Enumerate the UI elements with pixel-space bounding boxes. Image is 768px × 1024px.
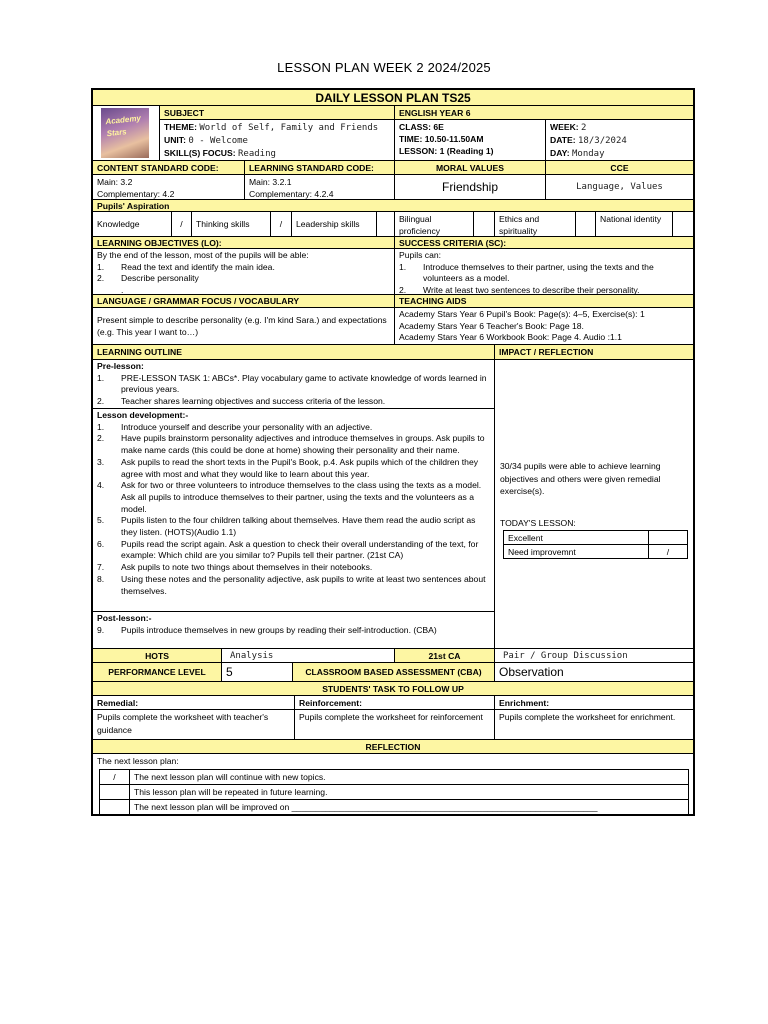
pre-lesson-cell <box>92 359 495 409</box>
date-value: 18/3/2024 <box>578 136 627 146</box>
cba-label: CLASSROOM BASED ASSESSMENT (CBA) <box>292 662 495 682</box>
cce-value: Language, Values <box>545 174 694 200</box>
unit-value: 0 - Welcome <box>188 136 248 146</box>
learning-standard-cell <box>244 174 395 200</box>
day-value: Monday <box>571 149 605 159</box>
reflection-cell <box>92 753 694 815</box>
learning-objectives-cell <box>92 248 395 295</box>
lesson-development-item: 2. Have pupils brainstorm personality adjectives and introduce themselves in groups. Ask pupils to make name cards (this could be done at home) showing their personality and their name. <box>97 433 485 456</box>
aspiration-bilingual: Bilingual proficiency <box>394 211 474 237</box>
lo-intro: By the end of the lesson, most of the pupils will be able: <box>97 250 309 260</box>
excellent-option: Excellent <box>503 530 649 545</box>
excellent-mark <box>648 530 688 545</box>
lesson-development-item: 1. Introduce yourself and describe your personality with an adjective. <box>97 421 373 432</box>
aspiration-bilingual-mark <box>473 211 495 237</box>
ca-label: 21st CA <box>394 648 495 663</box>
reflection-intro: The next lesson plan: <box>97 756 179 766</box>
ca-value: Pair / Group Discussion <box>494 648 694 663</box>
teaching-aids-cell <box>394 307 694 345</box>
remedial-label: Remedial: <box>92 695 295 710</box>
pre-lesson-item: 1. PRE-LESSON TASK 1: ABCs*. Play vocabulary game to activate knowledge of words learned in previous years. <box>97 372 487 394</box>
aspiration-ethics: Ethics and spirituality <box>494 211 576 237</box>
aspiration-leadership-mark <box>376 211 395 237</box>
class-time-lesson-cell <box>394 119 546 161</box>
theme-unit-skill-cell <box>159 119 395 161</box>
need-improvement-mark: / <box>648 544 688 559</box>
lesson-development-item: 8. Using these notes and the personality adjective, ask pupils to write at least two sentences about themselves. <box>97 573 486 596</box>
enrichment-text: Pupils complete the worksheet for enrichment. <box>494 709 694 740</box>
lesson-label: LESSON: 1 (Reading 1) <box>399 146 494 156</box>
reflection-mark <box>99 799 130 815</box>
need-improvement-option: Need improvemnt <box>503 544 649 559</box>
learning-outline-label: LEARNING OUTLINE <box>92 344 495 360</box>
cba-value: Observation <box>494 662 694 682</box>
moral-values-label: MORAL VALUES <box>394 160 546 175</box>
aspiration-national-mark <box>672 211 694 237</box>
lo-item: 2. Describe personality <box>97 273 199 283</box>
aspiration-thinking: Thinking skills <box>191 211 271 237</box>
impact-reflection-cell <box>494 359 694 649</box>
sc-item: 1. Introduce themselves to their partner, using the texts and the volunteers as a model. <box>399 261 654 283</box>
subject-label: SUBJECT <box>159 105 395 120</box>
learning-main: Main: 3.2.1 <box>249 177 292 187</box>
reflection-option-improve: The next lesson plan will be improved on ________________________________________________________________ <box>129 799 689 815</box>
reflection-option-repeat: This lesson plan will be repeated in future learning. <box>129 784 689 800</box>
lesson-development-item: 6. Pupils read the script again. Ask a question to check their overall understanding of the text, for example: Which child are you similar to? Pupils tell their partner. (21st CA) <box>97 538 479 561</box>
performance-level-value: 5 <box>221 662 293 682</box>
performance-level-label: PERFORMANCE LEVEL <box>92 662 222 682</box>
success-criteria-label: SUCCESS CRITERIA (SC): <box>394 236 694 249</box>
aspiration-thinking-mark: / <box>270 211 292 237</box>
aspiration-knowledge-mark: / <box>171 211 192 237</box>
week-date-day-cell <box>545 119 694 161</box>
sc-item: 2. Write at least two sentences to describe their personality. <box>399 284 640 295</box>
lo-item: 1. Read the text and identify the main idea. <box>97 261 275 272</box>
reinforcement-label: Reinforcement: <box>294 695 495 710</box>
language-focus-text: Present simple to describe personality (e.g. I'm kind Sara.) and expectations (e.g. This year I want to…) <box>92 307 395 345</box>
theme-label: THEME: <box>164 122 197 132</box>
impact-reflection-label: IMPACT / REFLECTION <box>494 344 694 360</box>
skill-label: SKILL(S) FOCUS: <box>164 148 236 158</box>
lesson-development-item: 5. Pupils listen to the four children talking about themselves. Have them read the audio script as they listen. (HOTS)(Audio 1.1) <box>97 515 476 538</box>
main-title: DAILY LESSON PLAN TS25 <box>92 89 694 106</box>
content-standard-label: CONTENT STANDARD CODE: <box>92 160 245 175</box>
aspiration-knowledge: Knowledge <box>92 211 172 237</box>
theme-value: World of Self, Family and Friends <box>199 123 379 133</box>
content-complementary: Complementary: 4.2 <box>97 189 175 199</box>
lesson-development-label: Lesson development:- <box>97 410 189 420</box>
success-criteria-cell <box>394 248 694 295</box>
language-focus-label: LANGUAGE / GRAMMAR FOCUS / VOCABULARY <box>92 294 395 308</box>
lesson-development-item: 3. Ask pupils to read the short texts in the Pupil's Book, p.4. Ask pupils which of the children they agree with most and what they would like to learn about this year. <box>97 456 479 479</box>
time-label: TIME: 10.50-11.50AM <box>399 134 484 144</box>
pre-lesson-item: 2. Teacher shares learning objectives and success criteria of the lesson. <box>97 395 386 406</box>
impact-text: 30/34 pupils were able to achieve learning objectives and others were given remedial exercise(s). <box>500 461 661 496</box>
unit-label: UNIT: <box>164 135 186 145</box>
pre-lesson-label: Pre-lesson: <box>97 361 144 371</box>
learning-complementary: Complementary: 4.2.4 <box>249 189 334 199</box>
post-lesson-cell <box>92 611 495 649</box>
aspiration-leadership: Leadership skills <box>291 211 377 237</box>
aspiration-ethics-mark <box>575 211 596 237</box>
document-title: LESSON PLAN WEEK 2 2024/2025 <box>277 60 491 75</box>
teaching-aid-item: Academy Stars Year 6 Pupil's Book: Page(s): 4–5, Exercise(s): 1 <box>399 309 645 319</box>
remedial-text: Pupils complete the worksheet with teacher's guidance <box>92 709 295 740</box>
lesson-plan-table <box>91 88 695 816</box>
subject-value: ENGLISH YEAR 6 <box>394 105 694 120</box>
lesson-development-item: 4. Ask for two or three volunteers to introduce themselves to the class using the texts as a model. Ask all pupils to introduce themselves to their partner, using the texts and the volunteers as a model. <box>97 480 482 514</box>
aspiration-national: National identity <box>595 211 673 237</box>
teaching-aids-label: TEACHING AIDS <box>394 294 694 308</box>
lesson-development-cell <box>92 408 495 612</box>
content-standard-cell <box>92 174 245 200</box>
learning-objectives-label: LEARNING OBJECTIVES (LO): <box>92 236 395 249</box>
lo-extra: . <box>121 284 124 295</box>
lesson-development-item: 7. Ask pupils to note two things about themselves in their notebooks. <box>97 562 373 573</box>
reflection-mark <box>99 784 130 800</box>
content-main: Main: 3.2 <box>97 177 133 187</box>
teaching-aid-item: Academy Stars Year 6 Workbook Book: Page 4. Audio :1.1 <box>399 332 622 342</box>
moral-value: Friendship <box>394 174 546 200</box>
book-cover-cell <box>92 105 160 161</box>
sc-intro: Pupils can: <box>399 250 442 260</box>
book-logo: Academy Stars <box>104 113 142 139</box>
enrichment-label: Enrichment: <box>494 695 694 710</box>
teaching-aid-item: Academy Stars Year 6 Teacher's Book: Page 18. <box>399 320 584 331</box>
class-label: CLASS: 6E <box>399 122 444 132</box>
aspiration-label: Pupils' Aspiration <box>92 199 694 212</box>
date-label: DATE: <box>550 135 576 145</box>
book-cover-image <box>101 108 149 158</box>
reflection-label: REFLECTION <box>92 739 694 754</box>
skill-value: Reading <box>238 149 276 159</box>
week-value: 2 <box>581 123 587 133</box>
cce-label: CCE <box>545 160 694 175</box>
hots-value: Analysis <box>221 648 395 663</box>
reflection-mark: / <box>99 769 130 785</box>
reinforcement-text: Pupils complete the worksheet for reinforcement <box>294 709 495 740</box>
post-lesson-item: 9. Pupils introduce themselves in new groups by reading their self-introduction. (CBA) <box>97 624 437 635</box>
todays-lesson-label: TODAY'S LESSON: <box>500 518 576 528</box>
post-lesson-label: Post-lesson:- <box>97 613 152 623</box>
hots-label: HOTS <box>92 648 222 663</box>
learning-standard-label: LEARNING STANDARD CODE: <box>244 160 395 175</box>
week-label: WEEK: <box>550 122 579 132</box>
day-label: DAY: <box>550 148 570 158</box>
reflection-option-continue: The next lesson plan will continue with new topics. <box>129 769 689 785</box>
students-task-label: STUDENTS' TASK TO FOLLOW UP <box>92 681 694 696</box>
